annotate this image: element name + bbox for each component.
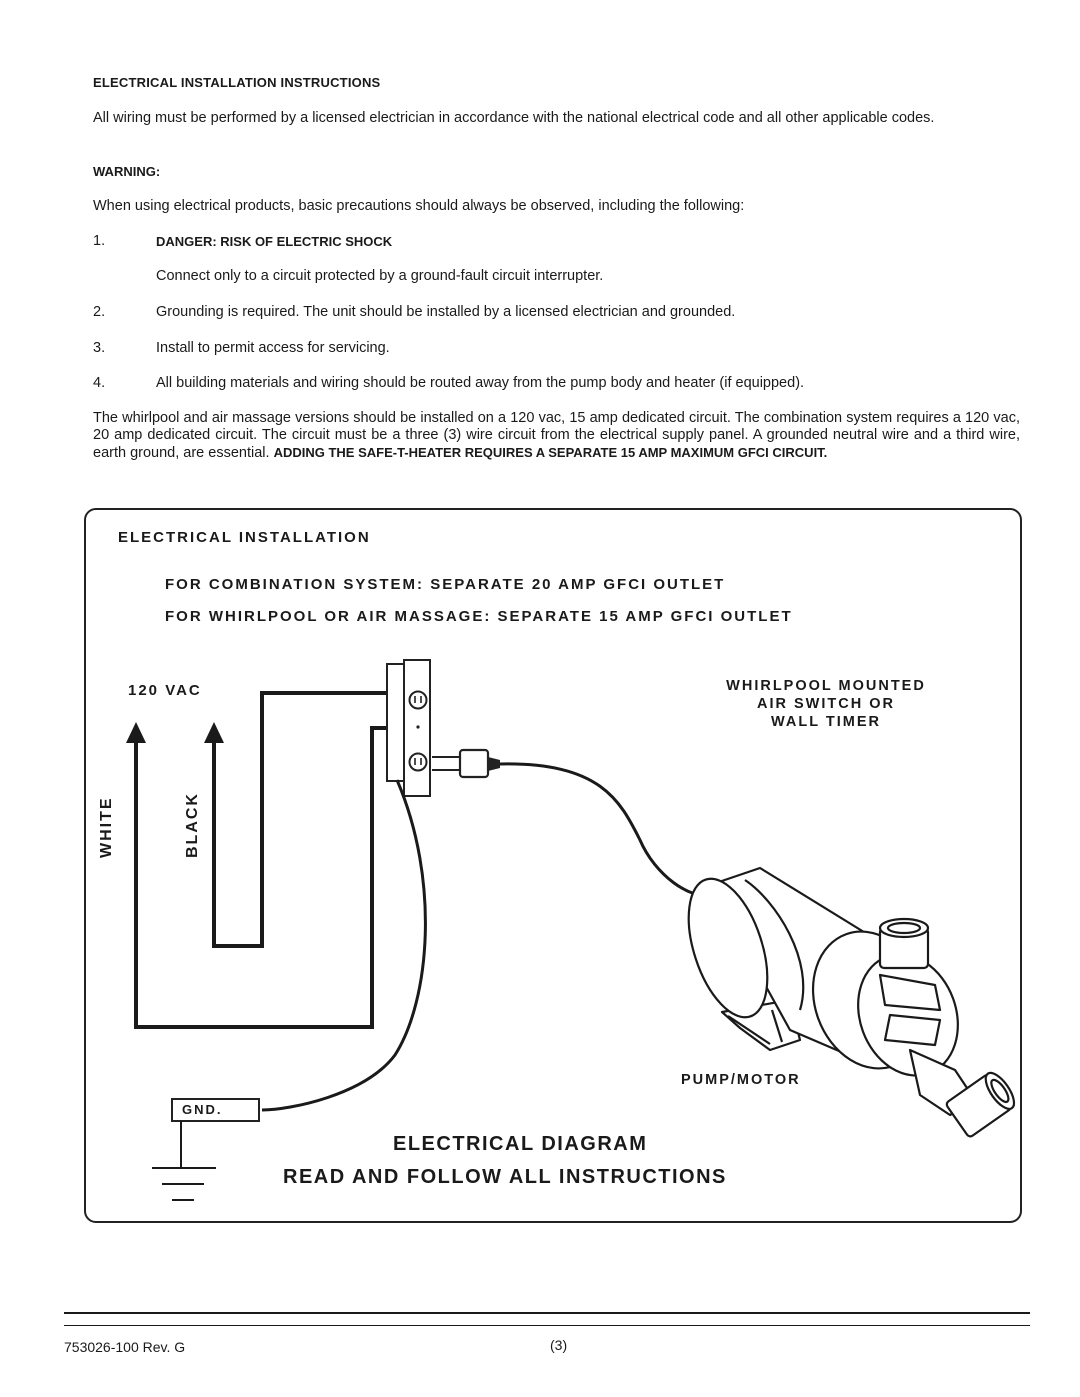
pump-cord <box>500 764 712 896</box>
white-arrow <box>126 722 146 743</box>
diagram-line-1: FOR COMBINATION SYSTEM: SEPARATE 20 AMP GFCI OUTLET <box>165 576 726 593</box>
voltage-label: 120 VAC <box>128 682 202 699</box>
black-wire-label: BLACK <box>184 792 201 858</box>
pump-label: PUMP/MOTOR <box>681 1072 801 1088</box>
item-3-text: Install to permit access for servicing. <box>156 340 390 356</box>
white-wire-label: WHITE <box>98 796 115 858</box>
item-1-text: Connect only to a circuit protected by a ground-fault circuit interrupter. <box>156 268 604 284</box>
page-number: (3) <box>550 1337 568 1353</box>
intro-paragraph: All wiring must be performed by a licensed electrician in accordance with the national electrical code and all other applicable codes. <box>93 110 935 126</box>
black-arrow <box>204 722 224 743</box>
section-title: ELECTRICAL INSTALLATION INSTRUCTIONS <box>93 75 381 90</box>
item-1-heading: DANGER: RISK OF ELECTRIC SHOCK <box>156 234 393 249</box>
diagram-line-2: FOR WHIRLPOOL OR AIR MASSAGE: SEPARATE 15 AMP GFCI OUTLET <box>165 608 793 625</box>
circuit-text: The whirlpool and air massage versions should be installed on a 120 vac, 15 amp dedicated circuit. The combination system requires a 120 vac, 20 amp dedicated circuit. The circuit must be a three (3) wire circuit from the electrical supply panel. A grounded neutral wire and a third wire, earth ground, are essential. <box>93 410 1020 461</box>
power-plug <box>432 750 500 777</box>
switch-label-line-2: AIR SWITCH OR <box>757 696 895 712</box>
item-2-number: 2. <box>93 304 106 320</box>
ground-label: GND. <box>182 1102 223 1117</box>
diagram-caption-2: READ AND FOLLOW ALL INSTRUCTIONS <box>283 1166 727 1188</box>
document-number: 753026-100 Rev. G <box>64 1339 186 1355</box>
footer-rule-thin <box>64 1325 1030 1326</box>
footer-rule <box>64 1312 1030 1314</box>
warning-label: WARNING: <box>93 164 161 179</box>
item-4-text: All building materials and wiring should be routed away from the pump body and heater (if equipped). <box>156 375 805 391</box>
diagram-caption-1: ELECTRICAL DIAGRAM <box>393 1133 648 1155</box>
item-3-number: 3. <box>93 340 106 356</box>
black-wire <box>214 693 404 946</box>
gfci-outlet <box>387 660 430 796</box>
switch-label-line-1: WHIRLPOOL MOUNTED <box>726 678 926 694</box>
warning-text: When using electrical products, basic precautions should always be observed, including the following: <box>93 198 745 214</box>
switch-label-line-3: WALL TIMER <box>771 714 881 730</box>
item-2-text: Grounding is required. The unit should be installed by a licensed electrician and grounded. <box>156 304 736 320</box>
ground-wire <box>262 780 425 1110</box>
diagram-title: ELECTRICAL INSTALLATION <box>118 529 371 546</box>
item-1-number: 1. <box>93 233 106 249</box>
white-wire <box>136 728 404 1027</box>
item-4-number: 4. <box>93 375 106 391</box>
ground-symbol <box>152 1168 216 1200</box>
pump-motor <box>673 868 1019 1138</box>
circuit-bold-text: ADDING THE SAFE-T-HEATER REQUIRES A SEPARATE 15 AMP MAXIMUM GFCI CIRCUIT. <box>273 445 828 460</box>
